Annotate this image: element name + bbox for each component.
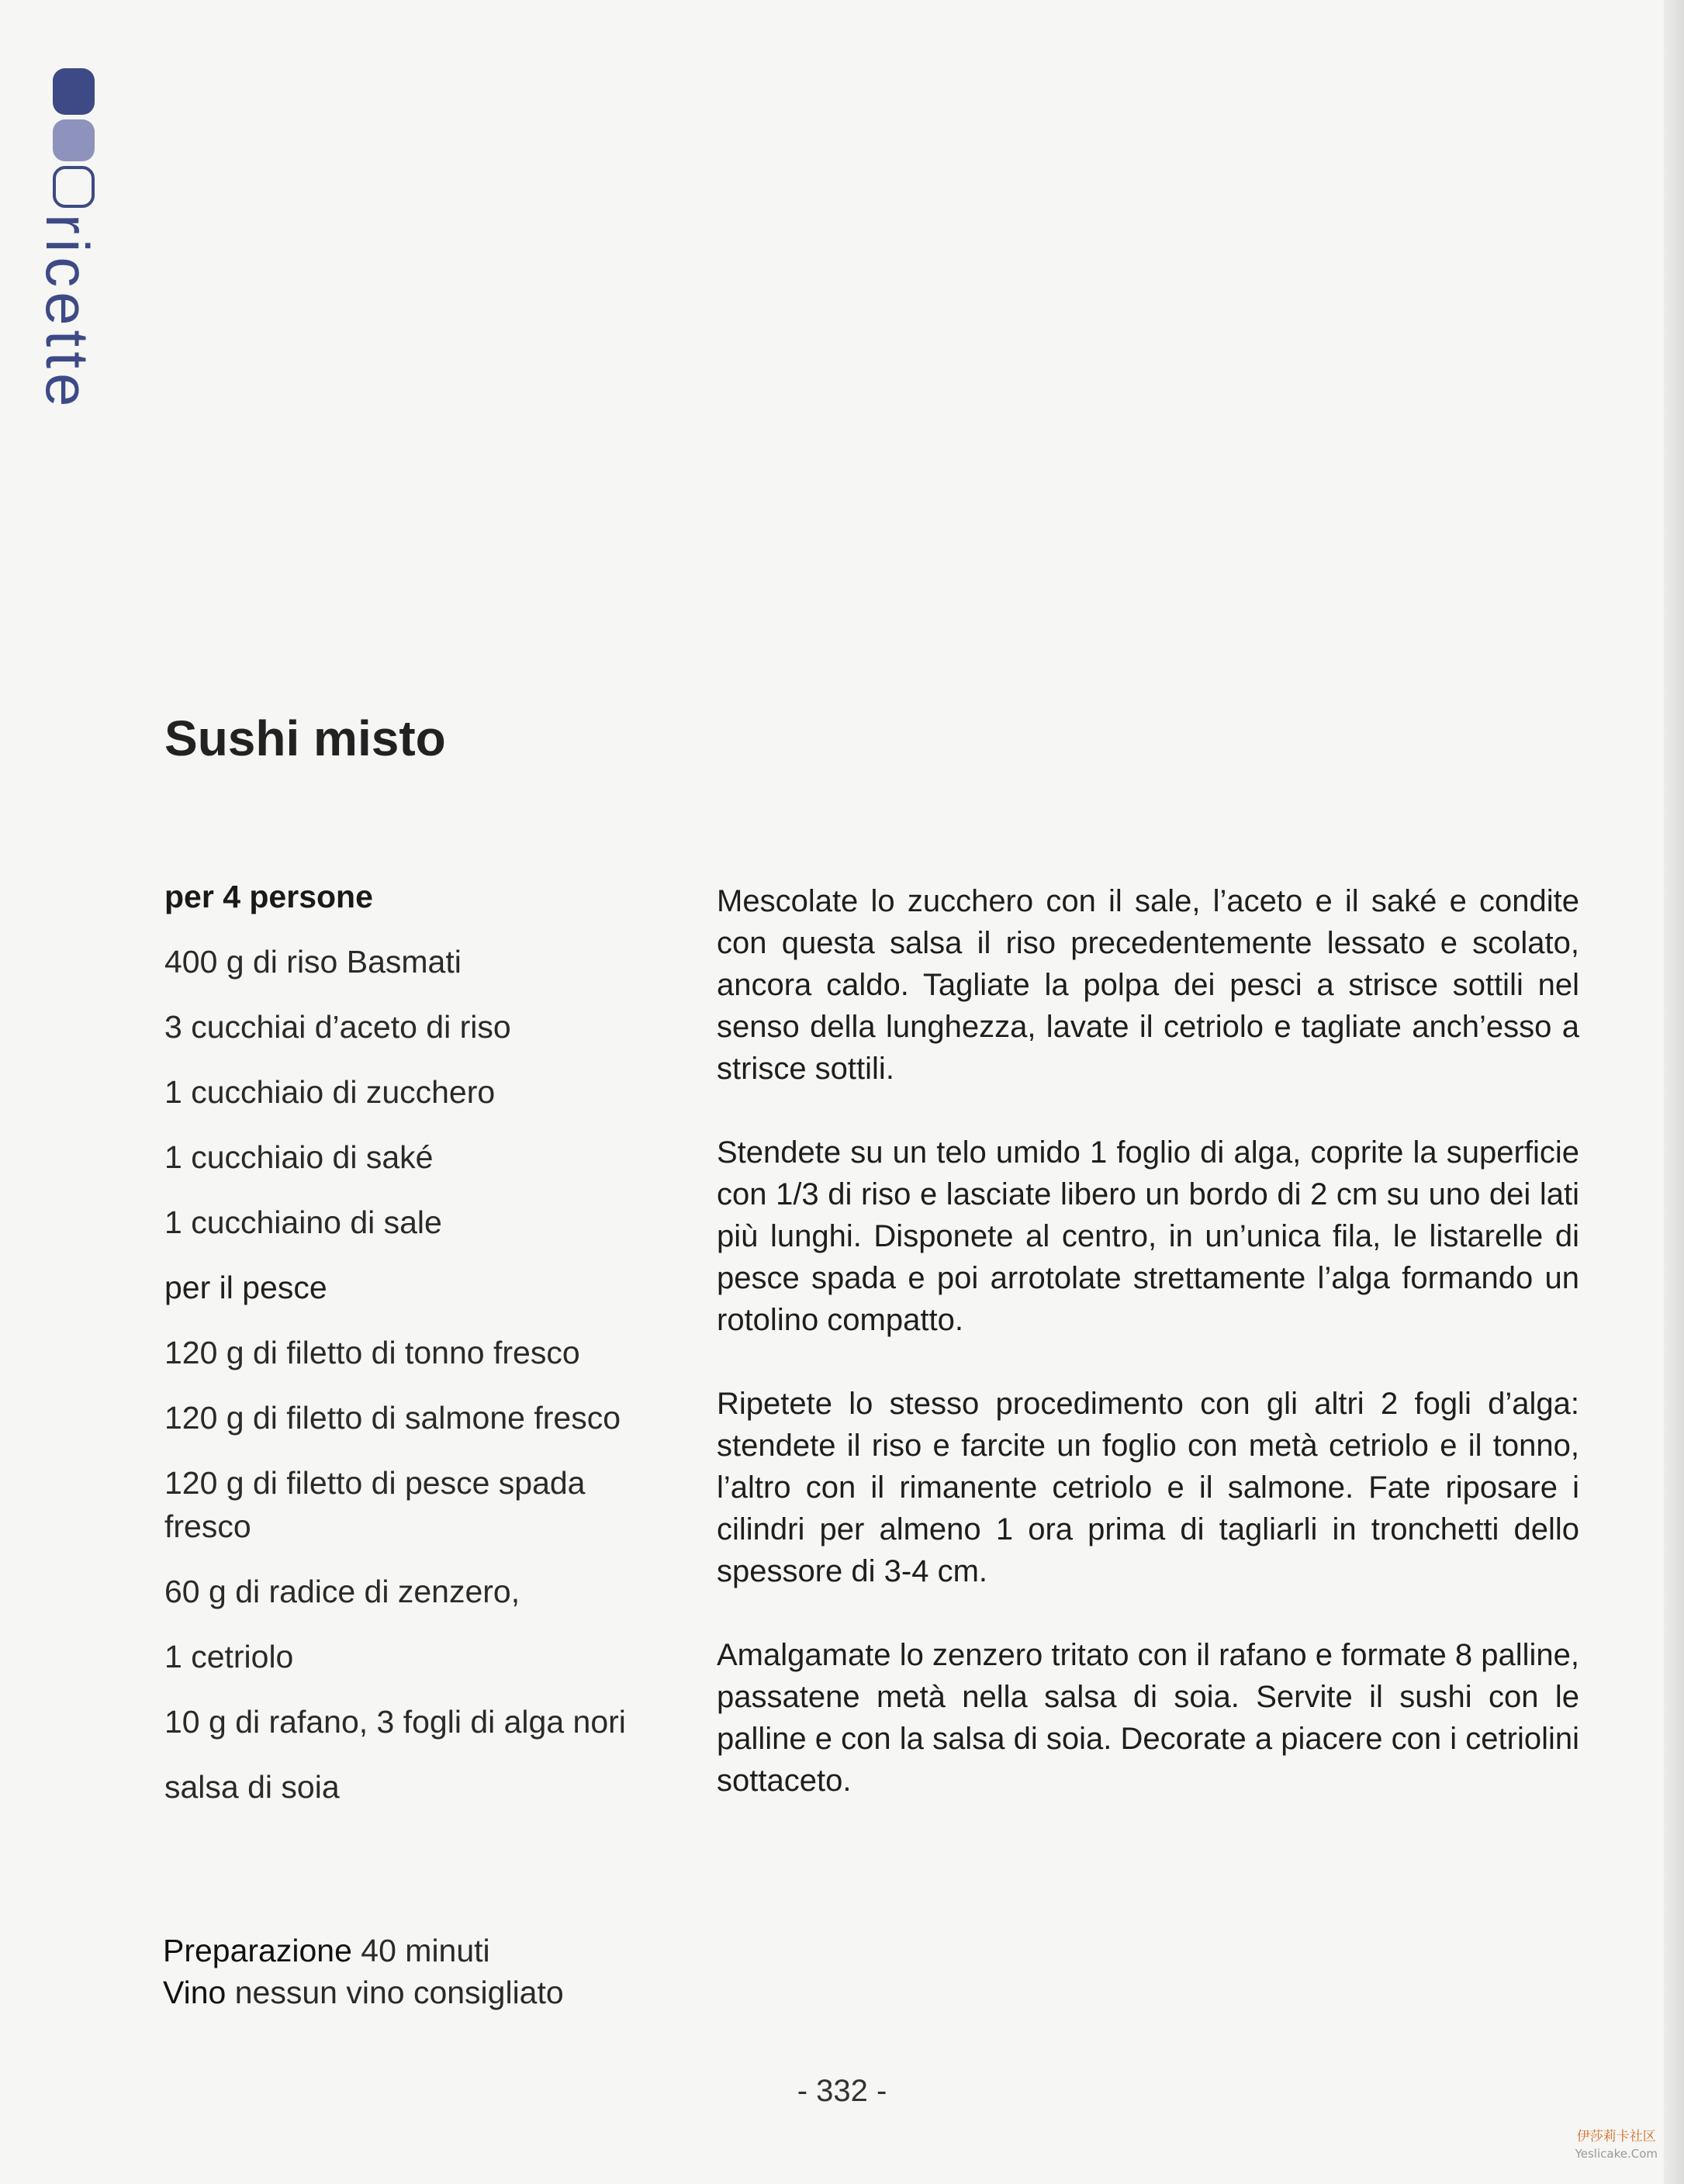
- tab-marker-filled: [53, 68, 95, 115]
- ingredient-item: 1 cetriolo: [164, 1639, 294, 1674]
- instruction-paragraph: Ripetete lo stesso procedimento con gli altri 2 fogli d’alga: stendete il riso e farcite un foglio con metà cetriolo e il tonno, l’altro con il rimanente cetriolo e il salmone. Fate riposare i cilindri per almeno 1 ora prima di tagliarli in tronchetti dello spessore di 3-4 cm.: [717, 1387, 1579, 1588]
- ingredient-heading: per il pesce: [164, 1270, 327, 1305]
- wine: [163, 1971, 564, 2013]
- wine-label: Vino: [163, 1975, 226, 2010]
- ingredient-item: 60 g di radice di zenzero,: [164, 1574, 520, 1609]
- page-edge: [1664, 0, 1684, 2184]
- ingredient-item: 120 g di filetto di pesce spada fresco: [164, 1465, 586, 1544]
- ingredient-item: 120 g di filetto di salmone fresco: [164, 1400, 621, 1436]
- watermark-line1: 伊莎莉卡社区: [1576, 2129, 1656, 2144]
- instruction-paragraph: Stendete su un telo umido 1 foglio di alga, coprite la superficie con 1/3 di riso e lasciate libero un bordo di 2 cm su uno dei lati più lunghi. Disponete al centro, in un’unica fila, le listarelle di pesce spada e poi arrotolate strettamente l’alga formando un rotolino compatto.: [717, 1135, 1579, 1337]
- recipe-title: Sushi misto: [164, 710, 446, 766]
- ingredient-item: 1 cucchiaino di sale: [164, 1204, 442, 1240]
- watermark: [1575, 2128, 1658, 2162]
- ingredient-item: 120 g di filetto di tonno fresco: [164, 1335, 580, 1370]
- tab-marker-outline: [53, 166, 95, 208]
- instruction-paragraph: Amalgamate lo zenzero tritato con il rafano e formate 8 palline, passatene metà nella salsa di soia. Servite il sushi con le palline e con la salsa di soia. Decorate a piacere con i cetriolini sottaceto.: [717, 1638, 1579, 1798]
- ingredient-item: salsa di soia: [164, 1769, 340, 1805]
- ingredient-item: 10 g di rafano, 3 fogli di alga nori: [164, 1704, 626, 1740]
- ingredient-list: [164, 875, 676, 1830]
- prep-label: Preparazione: [163, 1933, 352, 1968]
- recipe-meta: [163, 1930, 564, 2013]
- instructions: [717, 880, 1579, 1844]
- instruction-paragraph: Mescolate lo zucchero con il sale, l’aceto e il saké e condite con questa salsa il riso precedentemente lessato e scolato, ancora caldo. Tagliate la polpa dei pesci a strisce sottili nel senso della lunghezza, lavate il cetriolo e tagliate anch’esso a strisce sottili.: [717, 884, 1579, 1086]
- ingredient-item: 1 cucchiaio di saké: [164, 1139, 434, 1175]
- wine-value: nessun vino consigliato: [234, 1975, 564, 2010]
- watermark-line2: Yeslicake.Com: [1575, 2147, 1658, 2161]
- tab-marker-light: [53, 119, 95, 161]
- prep-time: [163, 1930, 564, 1971]
- ingredient-item: 3 cucchiai d’aceto di riso: [164, 1009, 511, 1045]
- ingredient-item: 400 g di riso Basmati: [164, 944, 462, 980]
- ingredient-heading: per 4 persone: [164, 879, 373, 914]
- prep-value: 40 minuti: [361, 1933, 490, 1968]
- page-number: - 332 -: [797, 2074, 887, 2108]
- section-label: ricette: [33, 214, 102, 412]
- ingredient-item: 1 cucchiaio di zucchero: [164, 1074, 496, 1110]
